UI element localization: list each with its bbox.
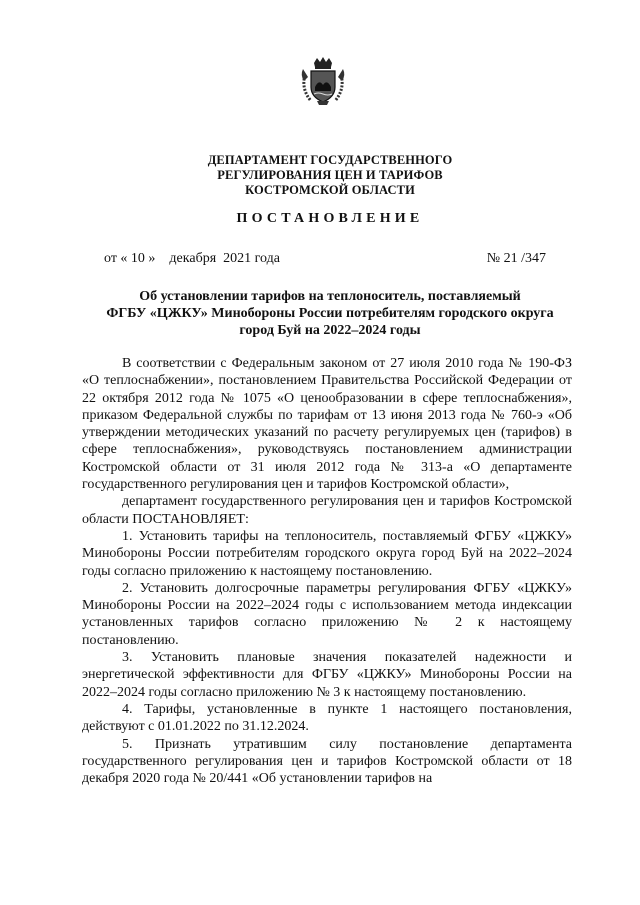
coat-of-arms-icon: [297, 55, 349, 107]
title-line3: город Буй на 2022–2024 годы: [239, 323, 421, 338]
title-line2: ФГБУ «ЦЖКУ» Минобороны России потребителям городского округа: [106, 306, 554, 321]
org-name-line3: КОСТРОМСКОЙ ОБЛАСТИ: [245, 183, 415, 197]
department-header: [100, 153, 560, 198]
clause-3: 3. Установить плановые значения показателей надежности и энергетической эффективности для ФГБУ «ЦЖКУ» Минобороны России на 2022–2024 годы согласно приложению № 3 к настоящему постановлению.: [82, 650, 572, 700]
document-type: ПОСТАНОВЛЕНИЕ: [236, 211, 424, 226]
document-date: от « 10 » декабря 2021 года: [104, 251, 280, 266]
clause-2: 2. Установить долгосрочные параметры регулирования ФГБУ «ЦЖКУ» Минобороны России на 2022–2024 годы с использованием метода индексации установленных тарифов согласно приложению № 2 к настоящему постановлению.: [82, 580, 572, 648]
org-name-line1: ДЕПАРТАМЕНТ ГОСУДАРСТВЕННОГО: [207, 153, 453, 167]
document-number: № 21 /347: [486, 251, 546, 266]
preamble-paragraph: В соответствии с Федеральным законом от 27 июля 2010 года № 190-ФЗ «О теплоснабжении», постановлением Правительства Российской Федерации от 22 октября 2012 года № 1075 «О ценообразовании в сфере теплоснабжения», приказом Федеральной службы по тарифам от 13 июня 2013 года № 760-э «Об утверждении методических указаний по расчету регулируемых цен (тарифов) в сфере теплоснабжения», руководствуясь постановлением администрации Костромской области от 31 июля 2012 года № 313-а «О департаменте государственного регулирования цен и тарифов Костромской области»,: [82, 356, 572, 493]
resolution-paragraph: департамент государственного регулирования цен и тарифов Костромской области ПОСТАНОВЛЯЕТ:: [82, 494, 572, 527]
document-body: [82, 355, 572, 787]
clause-4: 4. Тарифы, установленные в пункте 1 настоящего постановления, действуют с 01.01.2022 по 31.12.2024.: [82, 701, 572, 735]
document-title: [80, 288, 580, 339]
clause-1: 1. Установить тарифы на теплоноситель, поставляемый ФГБУ «ЦЖКУ» Минобороны России потребителям городского округа город Буй на 2022–2024 годы согласно приложению к настоящему постановлению.: [82, 528, 572, 579]
org-name-line2: РЕГУЛИРОВАНИЯ ЦЕН И ТАРИФОВ: [217, 168, 443, 182]
clause-5: 5. Признать утратившим силу постановление департамента государственного регулирования цен и тарифов Костромской области от 18 декабря 2020 года № 20/441 «Об установлении тарифов на: [82, 736, 572, 787]
title-line1: Об установлении тарифов на теплоноситель, поставляемый: [139, 289, 521, 304]
